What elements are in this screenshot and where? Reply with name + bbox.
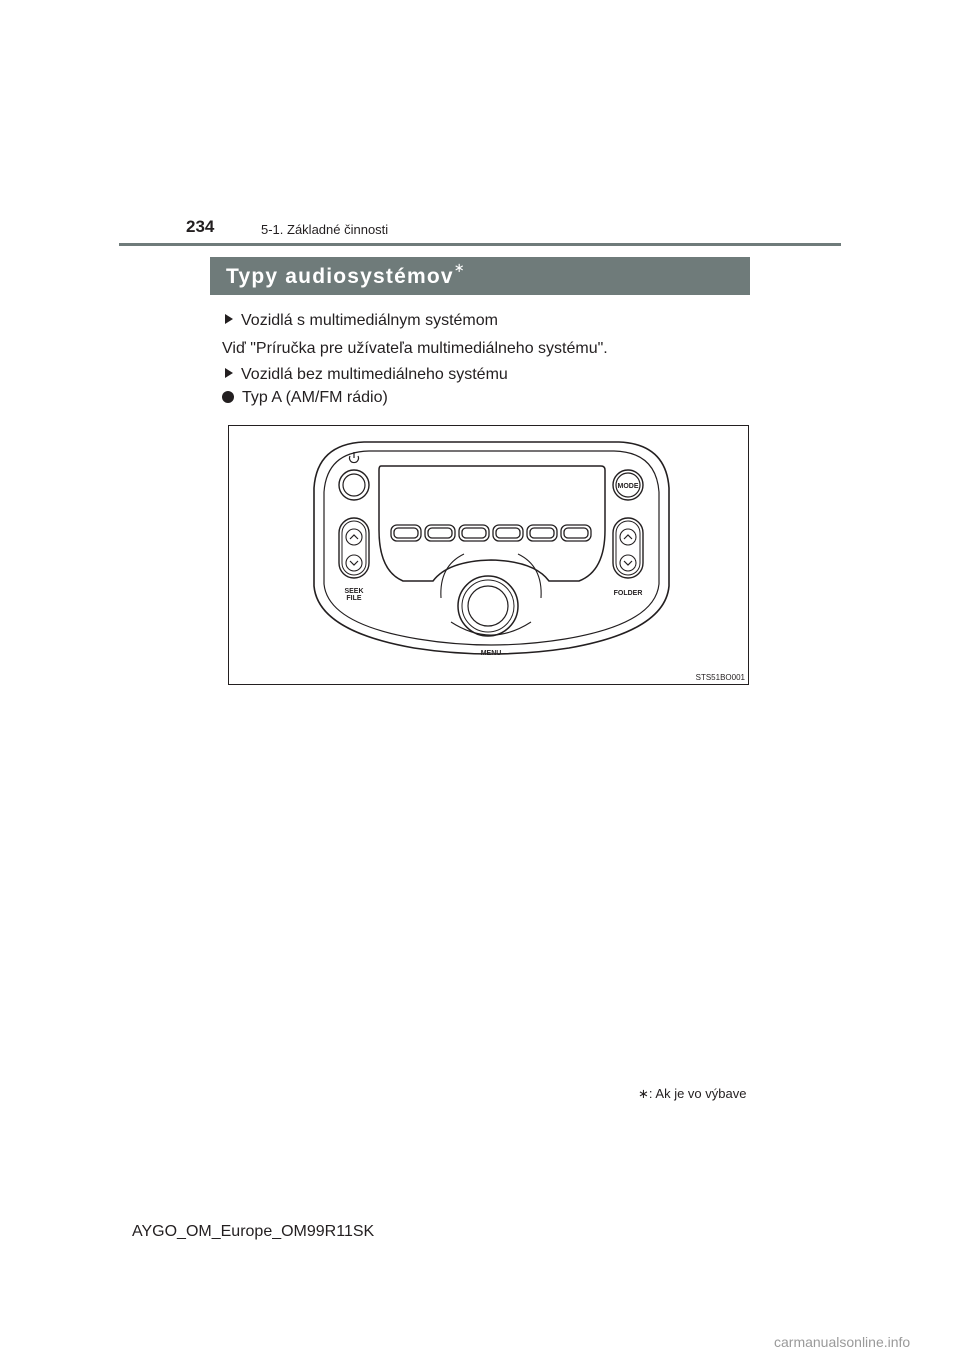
- section-title-text: Typy audiosystémov: [226, 265, 454, 288]
- file-label: FILE: [346, 595, 362, 602]
- chapter-title: 5-1. Základné činnosti: [261, 222, 389, 237]
- list-item: [225, 312, 498, 330]
- header-rule: [119, 243, 841, 246]
- menu-knob: [458, 576, 518, 636]
- footnote: [638, 1086, 746, 1102]
- menu-label: MENU: [480, 650, 502, 657]
- triangle-bullet-icon: [225, 368, 233, 378]
- chevron-down-icon: [624, 561, 632, 565]
- section-header: [210, 257, 750, 295]
- radio-illustration: [229, 426, 750, 686]
- circle-bullet-icon: [222, 391, 234, 403]
- mode-label: MODE: [617, 483, 639, 490]
- list-item-text: Vozidlá s multimediálnym systémom: [241, 312, 498, 329]
- list-item-text: Viď "Príručka pre užívateľa multimediálneho systému".: [222, 340, 608, 357]
- seek-label: SEEK: [344, 588, 364, 595]
- footnote-text: : Ak je vo výbave: [648, 1086, 747, 1101]
- chevron-down-icon: [350, 561, 358, 565]
- asterisk-mark: ∗: [453, 260, 466, 275]
- folder-label: FOLDER: [613, 590, 643, 597]
- footnote-symbol: ∗: [638, 1086, 649, 1101]
- figure-code: STS51BO001: [695, 673, 745, 682]
- menu-knob-arc: [441, 554, 464, 598]
- chevron-up-icon: [350, 535, 358, 539]
- page-number: 234: [186, 217, 215, 236]
- radio-inner-bezel: [324, 451, 659, 645]
- audio-system-figure: [228, 425, 749, 685]
- watermark: carmanualsonline.info: [774, 1334, 911, 1350]
- list-item: [222, 389, 388, 407]
- triangle-bullet-icon: [225, 314, 233, 324]
- list-item-text: Typ A (AM/FM rádio): [242, 389, 388, 406]
- chevron-up-icon: [624, 535, 632, 539]
- document-id: AYGO_OM_Europe_OM99R11SK: [132, 1223, 375, 1240]
- list-item: [222, 340, 608, 358]
- radio-display: [379, 466, 605, 581]
- section-title: [226, 260, 466, 289]
- list-item: [225, 366, 508, 384]
- list-item-text: Vozidlá bez multimediálneho systému: [241, 366, 508, 383]
